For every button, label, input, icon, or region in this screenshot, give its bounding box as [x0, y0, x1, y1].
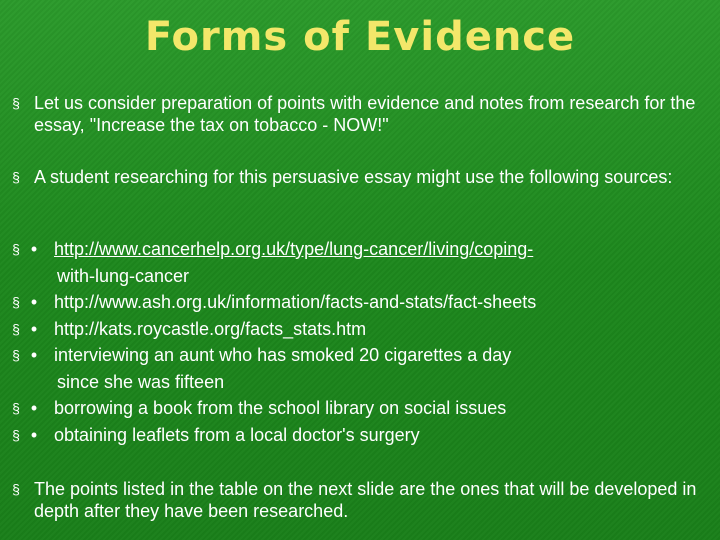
lead-paragraph [6, 166, 714, 188]
closing-text: The points listed in the table on the next slide are the ones that will be developed in depth after they have been researched. [34, 479, 697, 521]
source-text-interview: interviewing an aunt who has smoked 20 cigarettes a day [54, 345, 512, 365]
dot-bullet-icon: • [30, 398, 38, 418]
source-item-cancerhelp [6, 236, 714, 263]
square-bullet-icon: § [12, 400, 20, 416]
square-bullet-icon: § [12, 294, 20, 310]
source-item-interview [6, 342, 714, 369]
dot-bullet-icon: • [30, 239, 38, 259]
source-item-leaflets [6, 422, 714, 449]
source-link-roycastle[interactable]: http://kats.roycastle.org/facts_stats.htm [54, 318, 367, 339]
source-link-cancerhelp-continued[interactable]: with-lung-cancer [57, 265, 190, 286]
square-bullet-icon: § [12, 347, 20, 363]
square-bullet-icon: § [12, 320, 20, 337]
source-item-interview-continued [6, 369, 714, 396]
source-text-library-book: borrowing a book from the school library on social issues [54, 398, 507, 418]
source-item-roycastle [6, 316, 714, 343]
intro-text: Let us consider preparation of points with evidence and notes from research for the essay, "Increase the tax on tobacco - NOW!" [34, 93, 696, 135]
dot-bullet-icon: • [30, 292, 38, 312]
square-bullet-icon: § [12, 169, 20, 185]
lead-text: A student researching for this persuasive essay might use the following sources: [34, 167, 673, 187]
source-text-interview-continued: since she was fifteen [57, 371, 225, 392]
intro-paragraph [6, 92, 714, 136]
source-item-cancerhelp-continued [6, 263, 714, 290]
square-bullet-icon: § [12, 481, 20, 497]
square-bullet-icon: § [12, 426, 20, 443]
closing-paragraph [6, 478, 714, 522]
square-bullet-icon: § [12, 241, 20, 257]
square-bullet-icon: § [12, 95, 20, 111]
source-link-ash[interactable]: http://www.ash.org.uk/information/facts-and-stats/fact-sheets [54, 292, 537, 312]
dot-bullet-icon: • [30, 345, 38, 365]
source-link-cancerhelp[interactable]: http://www.cancerhelp.org.uk/type/lung-cancer/living/coping- [54, 239, 534, 259]
dot-bullet-icon: • [30, 318, 38, 339]
source-item-ash [6, 289, 714, 316]
source-item-library-book [6, 395, 714, 422]
dot-bullet-icon: • [30, 424, 38, 445]
sources-list [6, 236, 714, 448]
slide-title: Forms of Evidence [144, 14, 576, 60]
source-text-leaflets: obtaining leaflets from a local doctor's surgery [54, 424, 420, 445]
